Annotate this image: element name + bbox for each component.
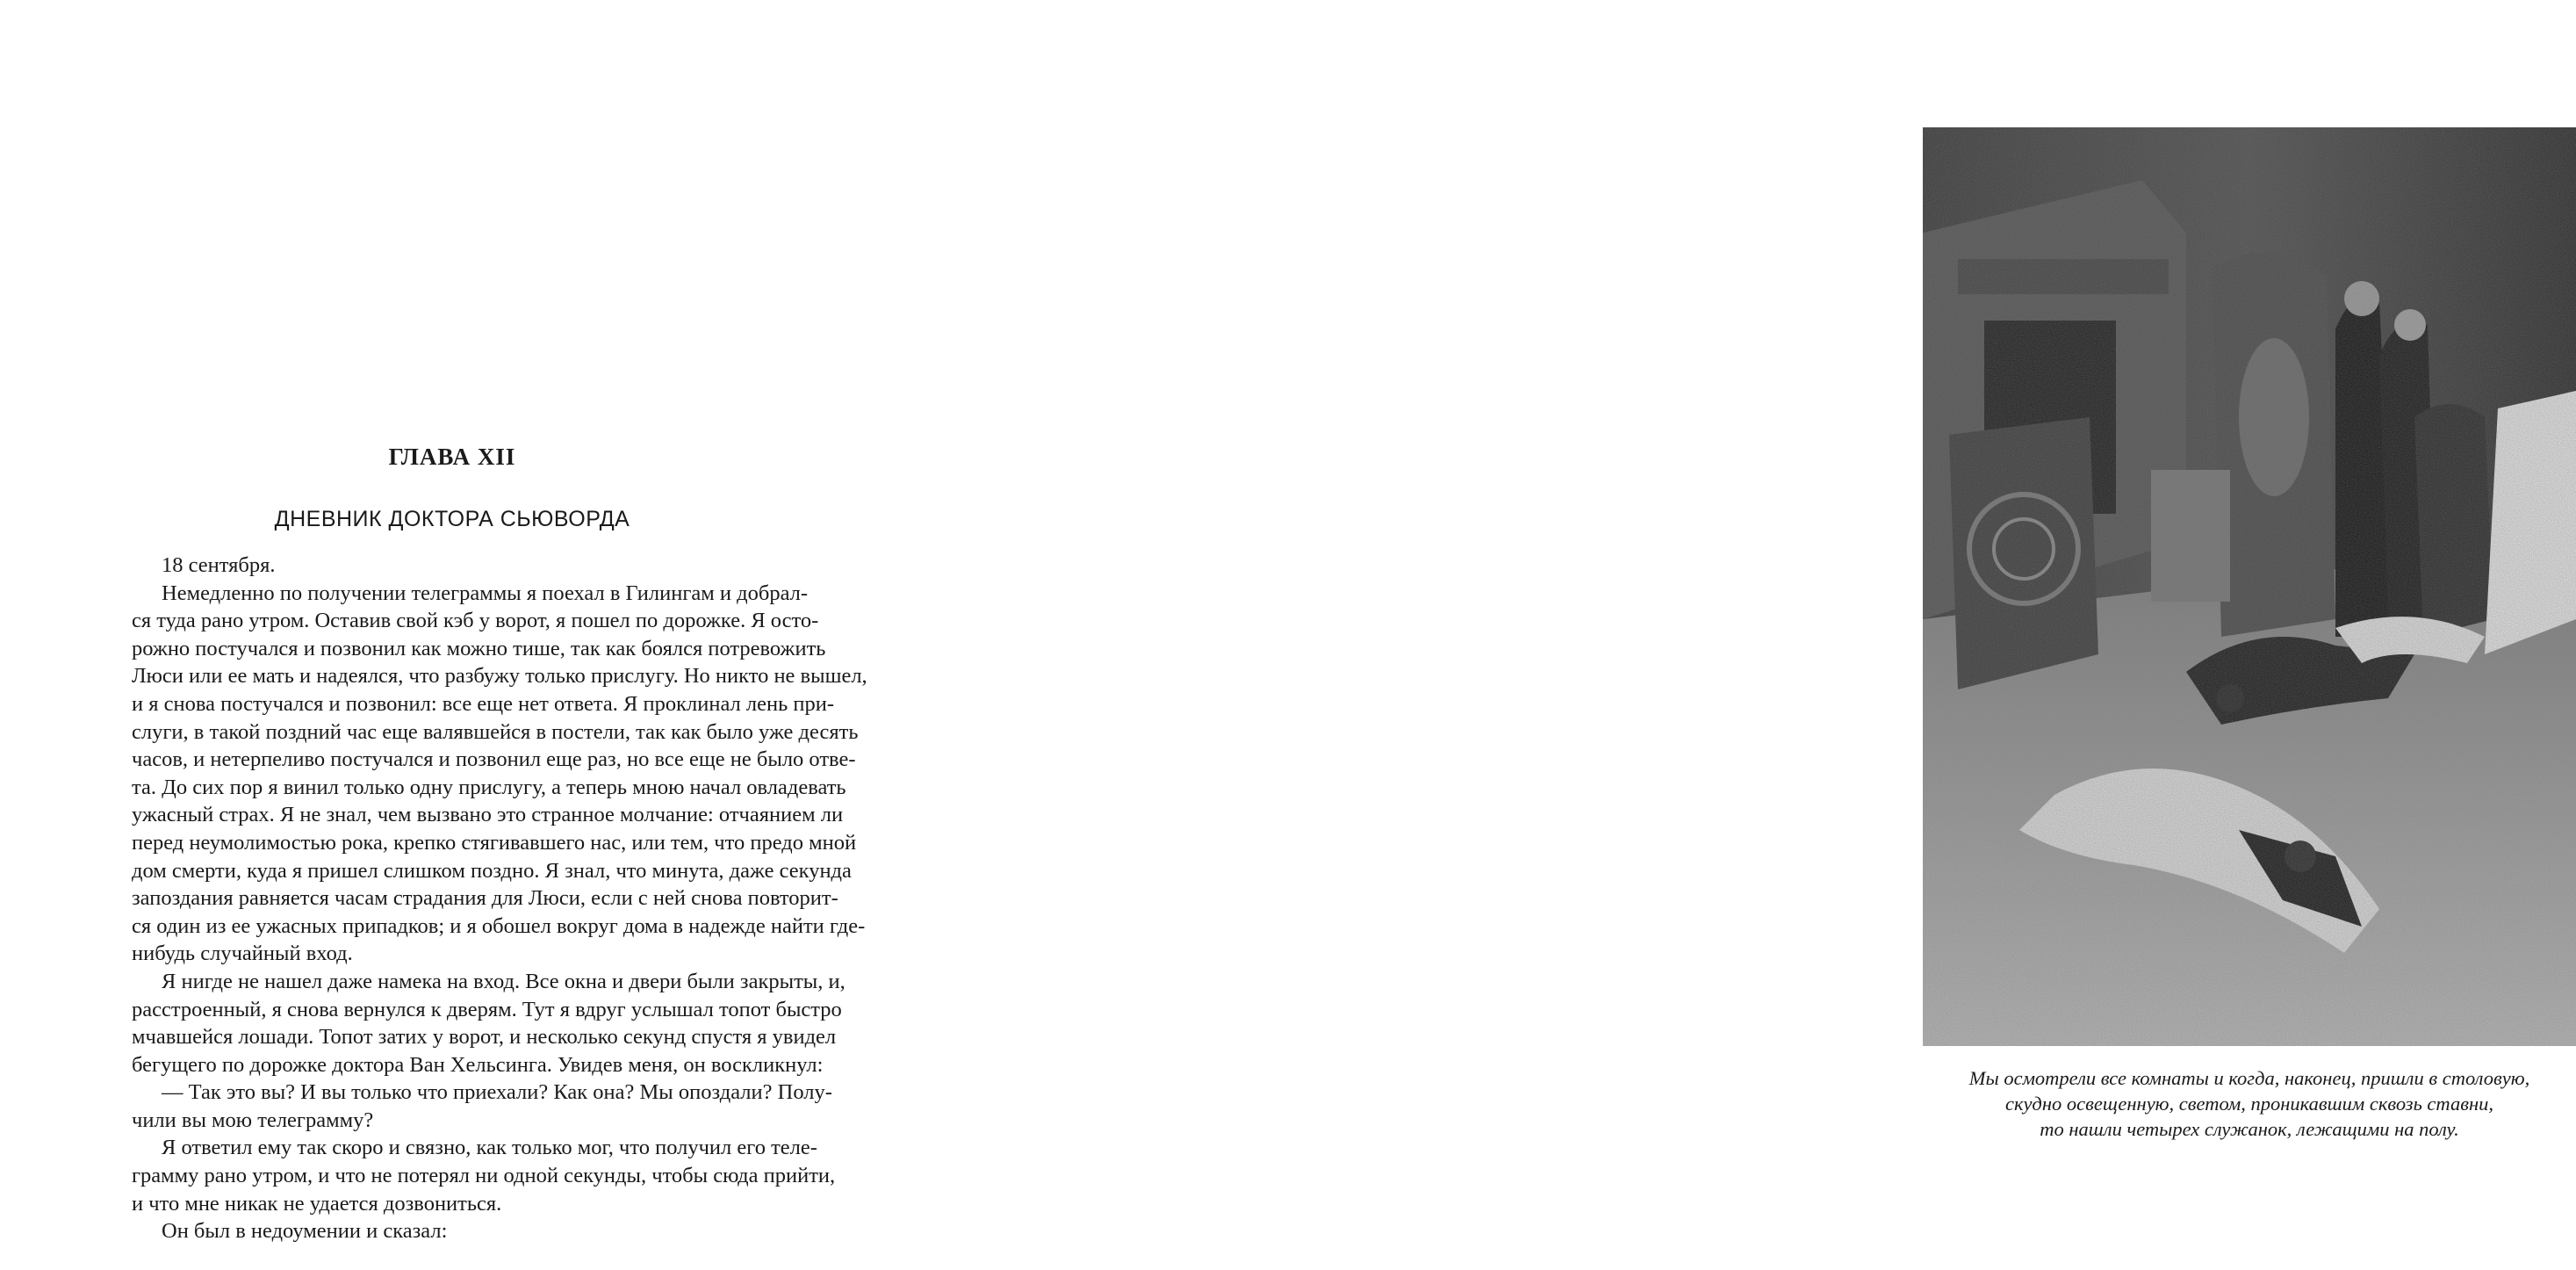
text-line: нибудь случайный вход. — [132, 942, 353, 966]
illustration — [1923, 127, 2576, 1046]
text-line: чили вы мою телеграмму? — [132, 1108, 374, 1132]
left-page — [0, 0, 899, 1270]
text-line: расстроенный, я снова вернулся к дверям. Тут я вдруг услышал топот быстро — [132, 997, 842, 1021]
text-line: Я ответил ему так скоро и связно, как только мог, что получил его теле- — [162, 1136, 817, 1160]
text-line: и я снова постучался и позвонил: все еще нет ответа. Я проклинал лень при- — [132, 691, 835, 716]
body-paragraph — [132, 1217, 804, 1245]
text-line: ся один из ее ужасных припадков; и я обошел вокруг дома в надежде найти где- — [132, 913, 866, 938]
text-line: перед неумолимостью рока, крепко стягивавшего нас, или тем, что предо мной — [132, 830, 857, 855]
body-paragraph — [132, 1134, 836, 1217]
text-line: та. До сих пор я винил только одну прислугу, а теперь мною начал овладевать — [132, 775, 846, 799]
text-line: слуги, в такой поздний час еще валявшейся в постели, так как было уже десять — [132, 719, 859, 744]
text-line: и что мне никак не удается дозвониться. — [132, 1191, 502, 1216]
pencil-texture — [1923, 127, 2576, 1046]
text-line: Он был в недоумении и сказал: — [162, 1219, 448, 1244]
text-line: бегущего по дорожке доктора Ван Хельсинга. Увидев меня, он воскликнул: — [132, 1052, 824, 1077]
text-line: Я нигде не нашел даже намека на вход. Все окна и двери были закрыты, и, — [162, 969, 845, 993]
date-text: 18 сентября. — [162, 553, 276, 577]
caption-line: скудно освещенную, светом, проникавшим сквозь ставни, — [2005, 1093, 2493, 1115]
right-page — [899, 0, 2530, 1270]
text-line: грамму рано утром, и что не потерял ни одной секунды, чтобы сюда прийти, — [132, 1164, 836, 1188]
text-line: часов, и нетерпеливо постучался и позвонил еще раз, но все еще не было отве- — [132, 747, 856, 772]
text-line: Люси или ее мать и надеялся, что разбужу только прислугу. Но никто не вышел, — [132, 664, 867, 689]
text-line: ся туда рано утром. Оставив свой кэб у ворот, я пошел по дорожке. Я осто- — [132, 609, 819, 633]
body-paragraph — [132, 1079, 832, 1134]
caption-line: то нашли четырех служанок, лежащими на полу. — [2040, 1118, 2459, 1140]
caption-line: Мы осмотрели все комнаты и когда, наконец, пришли в столовую, — [1968, 1067, 2530, 1089]
chapter-title: ГЛАВА XII — [388, 444, 516, 470]
body-paragraph — [132, 968, 845, 1079]
text-line: мчавшейся лошади. Топот затих у ворот, и несколько секунд спустя я увидел — [132, 1025, 837, 1050]
illustration-caption — [1923, 1065, 2576, 1142]
text-line: рожно постучался и позвонил как можно тише, так как боялся потревожить — [132, 636, 826, 660]
text-line: — Так это вы? И вы только что приехали? Как она? Мы опоздали? Полу- — [162, 1080, 832, 1105]
chapter-body — [132, 552, 867, 1245]
paragraphs — [132, 580, 867, 1245]
text-line: дом смерти, куда я пришел слишком поздно. Я знал, что минута, даже секунда — [132, 858, 852, 883]
text-line: запоздания равняется часам страдания для Люси, если с ней снова повторит- — [132, 886, 838, 911]
illustration-drawing — [1923, 127, 2576, 1046]
text-line: ужасный страх. Я не знал, чем вызвано это странное молчание: отчаянием ли — [132, 803, 844, 827]
chapter-subtitle: ДНЕВНИК ДОКТОРА СЬЮВОРДА — [274, 507, 630, 531]
date-line — [132, 552, 804, 580]
body-paragraph — [132, 580, 867, 968]
text-line: Немедленно по получении телеграммы я поехал в Гилингам и добрал- — [162, 581, 809, 605]
